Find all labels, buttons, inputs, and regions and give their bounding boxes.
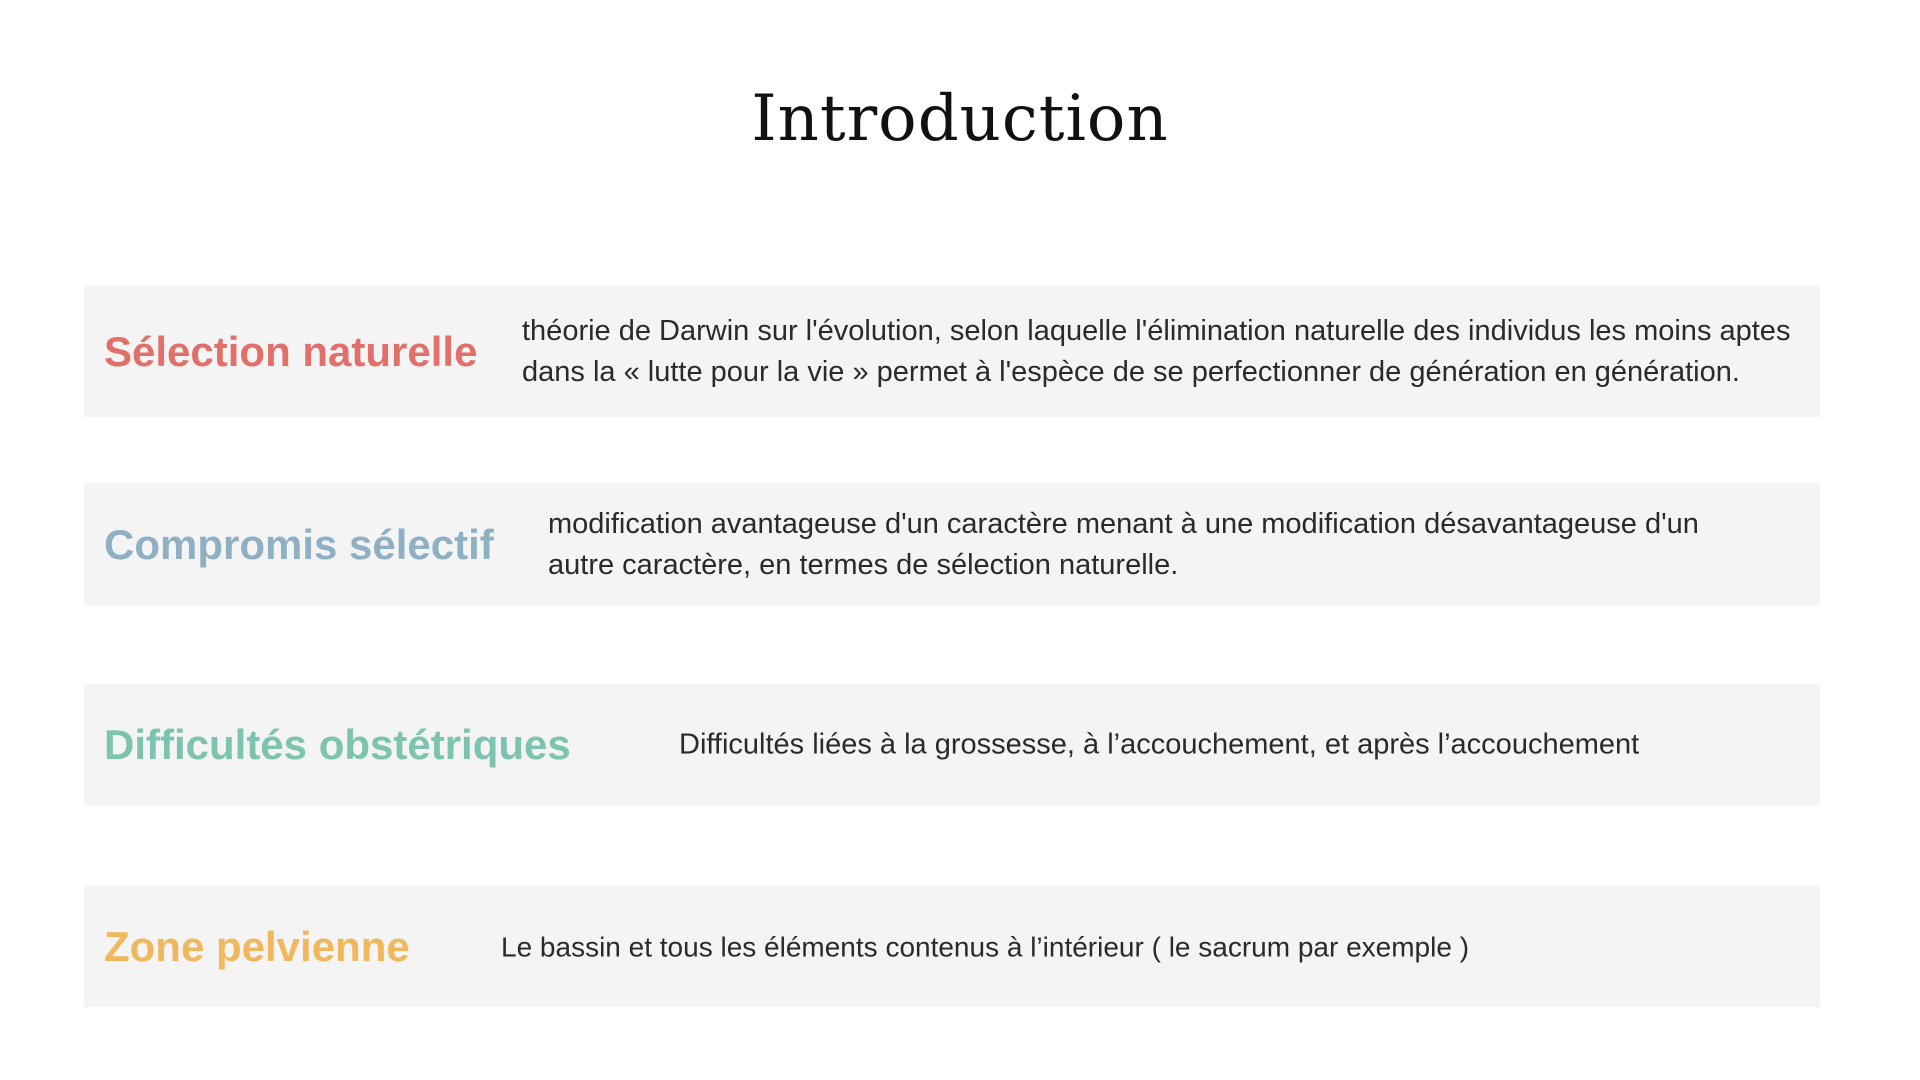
page-title: Introduction xyxy=(751,82,1169,156)
definition-text: Difficultés liées à la grossesse, à l’accouchement, et après l’accouchement xyxy=(679,728,1640,761)
term-label: Compromis sélectif xyxy=(104,520,494,568)
term-label: Sélection naturelle xyxy=(104,327,478,375)
definition-text: Le bassin et tous les éléments contenus à l’intérieur ( le sacrum par exemple ) xyxy=(501,931,1470,962)
definition-card-zone-pelvienne xyxy=(84,886,1820,1007)
definition-card-compromis-selectif xyxy=(84,483,1820,606)
definition-text: modification avantageuse d'un caractère menant à une modification désavantageuse d'un autre caractère, en termes de sélection naturelle. xyxy=(548,507,1699,581)
definition-card-selection-naturelle xyxy=(84,286,1820,417)
term-label: Difficultés obstétriques xyxy=(104,721,571,768)
term-label: Zone pelvienne xyxy=(104,922,410,970)
definition-card-difficultes-obstetriques xyxy=(84,684,1820,806)
definition-text: théorie de Darwin sur l'évolution, selon laquelle l'élimination naturelle des individus les moins aptes dans la « lutte pour la vie » permet à l'espèce de se perfectionner de génération en génération. xyxy=(522,314,1791,388)
